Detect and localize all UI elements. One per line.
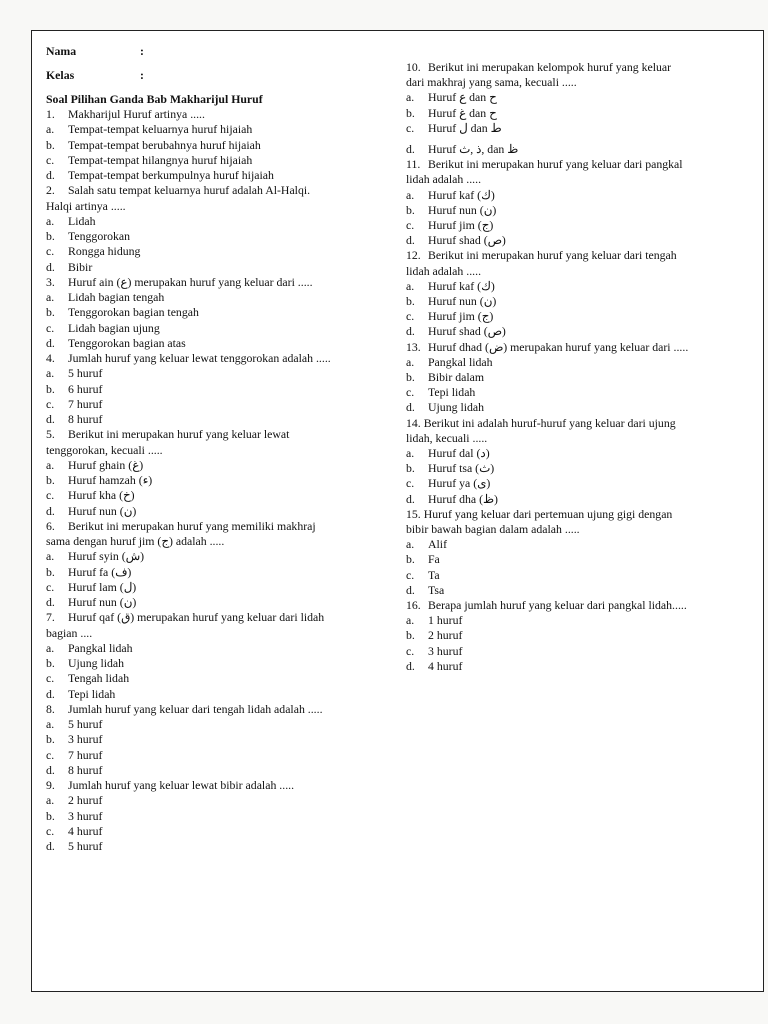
kelas-row [46, 68, 144, 82]
item-text: tenggorokan, kecuali ..... [46, 442, 163, 457]
item-marker: c. [406, 643, 415, 658]
item-text: 2 huruf [68, 793, 103, 808]
item-text: Ujung lidah [428, 400, 485, 415]
item-text: lidah adalah ..... [406, 172, 482, 187]
item-text: Huruf nun (ن) [68, 503, 137, 518]
item-text: Huruf ل dan ط [428, 120, 502, 135]
item-marker: 8. [46, 701, 55, 716]
item-text: 3 huruf [428, 643, 463, 658]
item-text: 8 huruf [68, 762, 103, 777]
item-marker: 11. [406, 157, 421, 172]
item-marker: a. [46, 793, 55, 808]
item-marker: a. [406, 613, 415, 628]
item-text: Huruf jim (ج) [428, 309, 494, 324]
item-text: 5 huruf [68, 839, 103, 853]
item-marker: a. [406, 354, 415, 369]
item-marker: a. [406, 278, 415, 293]
item-marker: 5. [46, 427, 55, 442]
item-text: Huruf ya (ى) [428, 476, 491, 491]
item-text: Rongga hidung [68, 244, 141, 259]
item-text: Tempat-tempat berkumpulnya huruf hijaiah [68, 168, 274, 182]
item-text: 6 huruf [68, 381, 103, 396]
item-text: Huruf hamzah (ء) [68, 473, 153, 487]
item-marker: d. [46, 686, 55, 701]
worksheet-page [31, 30, 764, 992]
item-text: Huruf kaf (ك) [428, 278, 495, 293]
item-text: Berikut ini merupakan huruf yang keluar dari pangkal [428, 157, 683, 172]
item-text: Lidah [68, 213, 96, 228]
item-marker: b. [46, 732, 55, 747]
item-marker: d. [46, 839, 55, 853]
item-text: Alif [428, 537, 448, 552]
item-marker: 7. [46, 610, 55, 625]
kelas-colon: : [140, 68, 144, 82]
item-marker: b. [46, 656, 55, 670]
item-marker: c. [406, 218, 415, 232]
item-text: 5 huruf [68, 366, 103, 381]
item-text: Huruf dal (د) [428, 446, 490, 460]
item-text: Bibir dalam [428, 370, 485, 384]
item-marker: b. [46, 473, 55, 487]
item-text: Tempat-tempat keluarnya huruf hijaiah [68, 122, 253, 137]
item-text: 15. Huruf yang keluar dari pertemuan ujung gigi dengan [406, 506, 673, 521]
item-text: Tsa [428, 582, 445, 597]
item-text: sama dengan huruf jim (ج) adalah ..... [46, 534, 225, 548]
item-marker: 12. [406, 248, 421, 263]
item-text: Tepi lidah [428, 385, 476, 400]
item-text: Huruf nun (ن) [428, 202, 497, 217]
item-marker: c. [406, 567, 415, 582]
item-marker: a. [46, 213, 55, 228]
nama-row [46, 44, 144, 58]
item-marker: d. [46, 503, 55, 518]
item-text: Pangkal lidah [428, 354, 493, 369]
item-marker: c. [46, 671, 55, 686]
item-marker: 16. [406, 598, 421, 612]
item-text: Huruf tsa (ث) [428, 461, 495, 476]
item-marker: 6. [46, 518, 55, 533]
item-text: 2 huruf [428, 628, 463, 643]
item-marker: a. [46, 717, 55, 731]
item-text: Huruf fa (ف) [68, 564, 132, 579]
item-text: Makharijul Huruf artinya ..... [68, 107, 205, 121]
item-marker: 4. [46, 351, 55, 365]
item-marker: c. [46, 579, 55, 594]
item-marker: c. [46, 152, 55, 167]
item-marker: d. [46, 595, 55, 609]
item-marker: b. [406, 105, 415, 120]
item-marker: d. [46, 412, 55, 426]
item-marker: 3. [46, 274, 55, 289]
item-marker: d. [406, 400, 415, 415]
item-text: lidah, kecuali ..... [406, 430, 488, 445]
item-text: Jumlah huruf yang keluar lewat bibir adalah ..... [68, 778, 295, 792]
item-text: Pangkal lidah [68, 640, 133, 655]
item-text: Huruf qaf (ق) merupakan huruf yang keluar dari lidah [68, 610, 325, 625]
item-marker: b. [46, 564, 55, 579]
item-text: Berapa jumlah huruf yang keluar dari pangkal lidah..... [428, 598, 687, 612]
item-text: Jumlah huruf yang keluar lewat tenggorokan adalah ..... [68, 351, 331, 365]
item-marker: c. [46, 396, 55, 411]
item-text: Lidah bagian tengah [68, 290, 165, 304]
item-text: bibir bawah bagian dalam adalah ..... [406, 522, 580, 536]
item-text: Salah satu tempat keluarnya huruf adalah Al-Halqi. [68, 183, 311, 198]
item-marker: c. [406, 309, 415, 324]
item-text: Huruf nun (ن) [68, 595, 137, 609]
item-marker: a. [46, 549, 55, 564]
item-text: 4 huruf [68, 823, 103, 838]
item-marker: d. [46, 762, 55, 777]
item-marker: a. [46, 457, 55, 472]
item-text: Berikut ini merupakan huruf yang keluar dari tengah [428, 248, 677, 263]
item-marker: d. [406, 324, 415, 339]
item-text: Huruf ذ ,ث, dan ظ [428, 142, 519, 156]
item-text: Huruf ghain (غ) [68, 457, 144, 472]
item-text: Berikut ini merupakan kelompok huruf yang keluar [428, 60, 672, 74]
item-marker: c. [46, 488, 55, 503]
item-text: Huruf nun (ن) [428, 294, 497, 308]
item-text: Tepi lidah [68, 686, 116, 701]
item-marker: 10. [406, 60, 421, 74]
item-text: Huruf jim (ج) [428, 218, 494, 232]
item-text: bagian .... [46, 625, 93, 640]
item-text: Fa [428, 552, 440, 567]
item-marker: b. [46, 137, 55, 152]
item-marker: b. [406, 370, 415, 384]
item-text: Huruf shad (ص) [428, 324, 506, 339]
item-marker: a. [46, 122, 55, 137]
item-marker: a. [406, 187, 415, 202]
item-marker: b. [406, 202, 415, 217]
item-marker: a. [46, 290, 55, 304]
item-text: Tenggorokan bagian atas [68, 335, 186, 350]
item-text: 14. Berikut ini adalah huruf-huruf yang keluar dari ujung [406, 415, 676, 430]
item-marker: 2. [46, 183, 55, 198]
item-text: 7 huruf [68, 396, 103, 411]
item-text: Huruf ع dan ح [428, 90, 497, 105]
item-text: Huruf غ dan ح [428, 105, 497, 120]
item-text: 4 huruf [428, 658, 463, 673]
item-text: Huruf ain (ع) merupakan huruf yang keluar dari ..... [68, 274, 313, 289]
item-marker: c. [46, 244, 55, 259]
item-marker: b. [406, 628, 415, 643]
item-marker: a. [46, 640, 55, 655]
item-text: Tenggorokan [68, 229, 131, 243]
item-text: Huruf syin (ش) [68, 549, 145, 564]
item-text: 3 huruf [68, 732, 103, 747]
item-marker: 1. [46, 107, 55, 121]
item-marker: 13. [406, 339, 421, 354]
item-text: Ta [428, 567, 440, 582]
item-marker: c. [46, 320, 55, 335]
item-marker: b. [406, 552, 415, 567]
item-text: 8 huruf [68, 412, 103, 426]
item-text: 3 huruf [68, 808, 103, 823]
item-text: Halqi artinya ..... [46, 198, 126, 213]
item-text: Tempat-tempat hilangnya huruf hijaiah [68, 152, 253, 167]
nama-colon: : [140, 44, 144, 58]
item-marker: b. [46, 808, 55, 823]
item-marker: d. [406, 142, 415, 156]
item-marker: d. [406, 233, 415, 248]
item-text: Huruf lam (ل) [68, 579, 137, 594]
item-text: Lidah bagian ujung [68, 320, 160, 335]
item-text: Tempat-tempat berubahnya huruf hijaiah [68, 137, 261, 152]
item-marker: a. [406, 90, 415, 105]
item-text: lidah adalah ..... [406, 263, 482, 278]
item-marker: d. [46, 259, 55, 274]
item-marker: b. [406, 294, 415, 308]
item-text: 7 huruf [68, 747, 103, 762]
item-text: Tengah lidah [68, 671, 130, 686]
item-marker: b. [406, 461, 415, 476]
item-text: Berikut ini merupakan huruf yang keluar lewat [68, 427, 290, 442]
item-marker: 9. [46, 778, 55, 792]
item-text: Berikut ini merupakan huruf yang memiliki makhraj [68, 518, 316, 533]
item-marker: c. [406, 476, 415, 491]
item-marker: b. [46, 381, 55, 396]
nama-label: Nama [46, 44, 77, 58]
item-text: 5 huruf [68, 717, 103, 731]
item-text: Huruf dha (ظ) [428, 491, 498, 506]
item-marker: d. [46, 168, 55, 182]
item-marker: c. [406, 385, 415, 400]
item-marker: d. [406, 491, 415, 506]
item-text: Tenggorokan bagian tengah [68, 305, 199, 320]
item-text: Huruf kaf (ك) [428, 187, 495, 202]
item-text: Jumlah huruf yang keluar dari tengah lidah adalah ..... [68, 701, 323, 716]
item-marker: a. [46, 366, 55, 381]
item-text: dari makhraj yang sama, kecuali ..... [406, 75, 577, 90]
item-text: Huruf shad (ص) [428, 233, 506, 248]
item-marker: c. [46, 823, 55, 838]
item-marker: a. [406, 446, 415, 460]
item-marker: c. [46, 747, 55, 762]
worksheet-title: Soal Pilihan Ganda Bab Makharijul Huruf [46, 92, 263, 106]
item-marker: d. [406, 658, 415, 673]
item-marker: c. [406, 120, 415, 135]
item-text: Huruf dhad (ض) merupakan huruf yang keluar dari ..... [428, 339, 689, 354]
item-text: 1 huruf [428, 613, 463, 628]
item-text: Ujung lidah [68, 656, 125, 670]
kelas-label: Kelas [46, 68, 75, 82]
item-marker: d. [46, 335, 55, 350]
item-marker: b. [46, 229, 55, 243]
item-text: Huruf kha (خ) [68, 488, 135, 503]
item-marker: d. [406, 582, 415, 597]
item-marker: a. [406, 537, 415, 552]
item-marker: b. [46, 305, 55, 320]
item-text: Bibir [68, 259, 93, 274]
